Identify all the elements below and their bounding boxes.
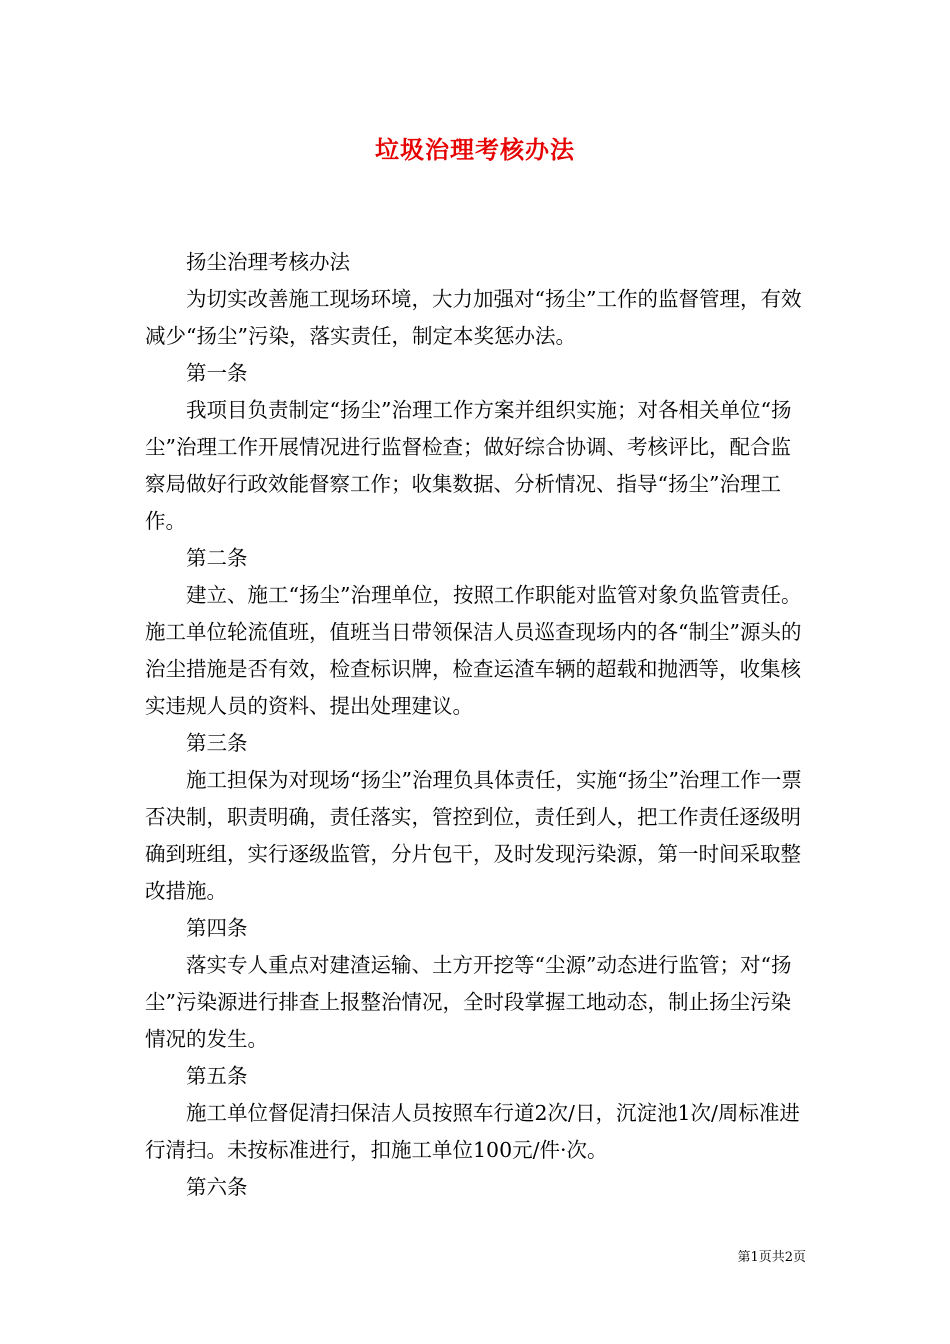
paragraph-intro: 为切实改善施工现场环境，大力加强对“扬尘”工作的监督管理，有效减少“扬尘”污染，落实责任，制定本奖惩办法。 [145,287,802,348]
article-5-heading: 第五条 [186,1064,248,1088]
article-1-heading: 第一条 [186,361,248,385]
article-3-text: 施工担保为对现场“扬尘”治理负具体责任，实施“扬尘”治理工作一票否决制，职责明确，责任落实，管控到位，责任到人，把工作责任逐级明确到班组，实行逐级监管，分片包干，及时发现污染源，第一时间采取整改措施。 [145,768,802,903]
article-2-heading: 第二条 [186,546,248,570]
article-5-text: 施工单位督促清扫保洁人员按照车行道2次/日，沉淀池1次/周标准进行清扫。未按标准进行，扣施工单位100元/件·次。 [145,1101,800,1162]
paragraph-subtitle: 扬尘治理考核办法 [186,250,350,274]
page-number: 第1页共2页 [737,1250,806,1265]
article-4-heading: 第四条 [186,916,248,940]
article-4-text: 落实专人重点对建渣运输、土方开挖等“尘源”动态进行监管；对“扬尘”污染源进行排查上报整治情况，全时段掌握工地动态，制止扬尘污染情况的发生。 [145,953,792,1051]
article-6-heading: 第六条 [186,1175,248,1199]
document-body [145,244,807,1206]
article-1-text: 我项目负责制定“扬尘”治理工作方案并组织实施；对各相关单位“扬尘”治理工作开展情况进行监督检查；做好综合协调、考核评比，配合监察局做好行政效能督察工作；收集数据、分析情况、指导“扬尘”治理工作。 [145,398,792,533]
article-3-heading: 第三条 [186,731,248,755]
article-2-text: 建立、施工“扬尘”治理单位，按照工作职能对监管对象负监管责任。施工单位轮流值班，值班当日带领保洁人员巡查现场内的各“制尘”源头的治尘措施是否有效，检查标识牌，检查运渣车辆的超载和抛洒等，收集核实违规人员的资料、提出处理建议。 [145,583,802,718]
page-title: 垃圾治理考核办法 [375,135,575,164]
